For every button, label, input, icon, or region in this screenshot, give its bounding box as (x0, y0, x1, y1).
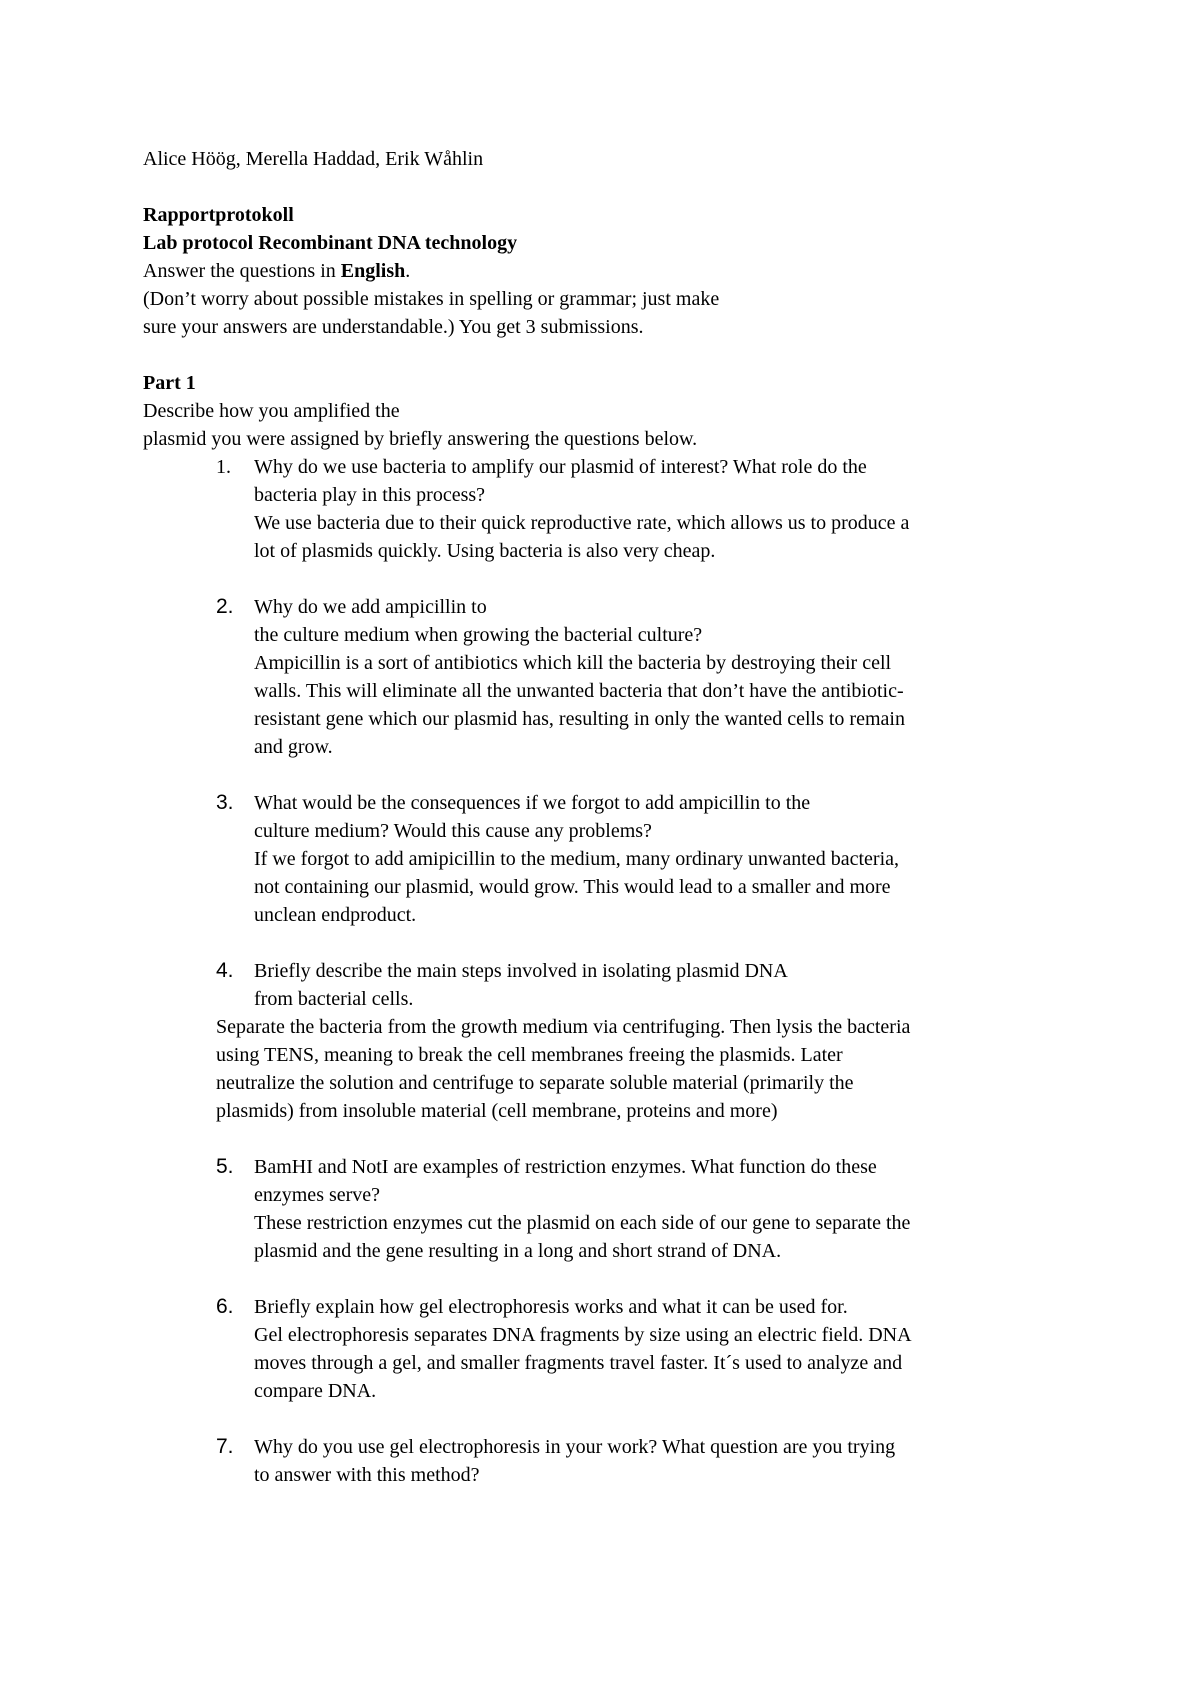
answer-6-line: Gel electrophoresis separates DNA fragments by size using an electric field. DNA (254, 1324, 912, 1346)
document-title: Rapportprotokoll (143, 204, 294, 226)
instructions-emph: English (340, 260, 406, 282)
answer-6-line: compare DNA. (254, 1380, 377, 1402)
question-7-line: Why do you use gel electrophoresis in your work? What question are you trying (254, 1436, 896, 1458)
answer-5-line: plasmid and the gene resulting in a long and short strand of DNA. (254, 1240, 782, 1262)
answer-3-line: unclean endproduct. (254, 904, 417, 926)
question-5-line: BamHI and NotI are examples of restriction enzymes. What function do these (254, 1156, 877, 1178)
instructions-line-3: sure your answers are understandable.) You get 3 submissions. (143, 316, 644, 338)
answer-2-line: Ampicillin is a sort of antibiotics which kill the bacteria by destroying their cell (254, 652, 892, 674)
answer-5-line: These restriction enzymes cut the plasmid on each side of our gene to separate the (254, 1212, 911, 1234)
question-1-line: Why do we use bacteria to amplify our plasmid of interest? What role do the (254, 456, 867, 478)
answer-2-line: and grow. (254, 736, 333, 758)
question-2-line: the culture medium when growing the bacterial culture? (254, 624, 703, 646)
answer-1-line: lot of plasmids quickly. Using bacteria is also very cheap. (254, 540, 716, 562)
answer-2-line: walls. This will eliminate all the unwanted bacteria that don’t have the antibiotic- (254, 680, 904, 702)
answer-4-line: plasmids) from insoluble material (cell membrane, proteins and more) (216, 1100, 778, 1122)
answer-3-line: If we forgot to add amipicillin to the medium, many ordinary unwanted bacteria, (254, 848, 899, 870)
instructions-prefix: Answer the questions in (143, 260, 341, 282)
instructions-line-2: (Don’t worry about possible mistakes in spelling or grammar; just make (143, 288, 720, 310)
question-3-number: 3. (216, 791, 234, 814)
answer-4-line: neutralize the solution and centrifuge to separate soluble material (primarily the (216, 1072, 854, 1094)
part-intro-line-1: Describe how you amplified the (143, 400, 400, 422)
question-3-line: What would be the consequences if we forgot to add ampicillin to the (254, 792, 811, 814)
question-7-line: to answer with this method? (254, 1464, 480, 1486)
question-6-line: Briefly explain how gel electrophoresis works and what it can be used for. (254, 1296, 848, 1318)
question-5-line: enzymes serve? (254, 1184, 381, 1206)
question-2-line: Why do we add ampicillin to (254, 596, 487, 618)
question-7-number: 7. (216, 1435, 234, 1458)
question-6-number: 6. (216, 1295, 234, 1318)
answer-2-line: resistant gene which our plasmid has, resulting in only the wanted cells to remain (254, 708, 905, 730)
instructions-suffix: . (405, 260, 411, 282)
question-4-line: Briefly describe the main steps involved in isolating plasmid DNA (254, 960, 788, 982)
instructions-line-1 (143, 257, 410, 285)
answer-6-line: moves through a gel, and smaller fragments travel faster. It´s used to analyze and (254, 1352, 903, 1374)
part-heading: Part 1 (143, 372, 196, 394)
question-1-number: 1. (216, 456, 231, 478)
question-4-line: from bacterial cells. (254, 988, 414, 1010)
answer-4-line: using TENS, meaning to break the cell membranes freeing the plasmids. Later (216, 1044, 843, 1066)
question-3-line: culture medium? Would this cause any problems? (254, 820, 652, 842)
answer-3-line: not containing our plasmid, would grow. This would lead to a smaller and more (254, 876, 891, 898)
question-2-number: 2. (216, 595, 234, 618)
question-1-line: bacteria play in this process? (254, 484, 486, 506)
question-4-number: 4. (216, 959, 234, 982)
question-5-number: 5. (216, 1155, 234, 1178)
answer-1-line: We use bacteria due to their quick reproductive rate, which allows us to produce a (254, 512, 910, 534)
answer-4-line: Separate the bacteria from the growth medium via centrifuging. Then lysis the bacteria (216, 1016, 911, 1038)
authors: Alice Höög, Merella Haddad, Erik Wåhlin (143, 148, 484, 170)
document-subtitle: Lab protocol Recombinant DNA technology (143, 232, 518, 254)
part-intro-line-2: plasmid you were assigned by briefly answering the questions below. (143, 428, 698, 450)
